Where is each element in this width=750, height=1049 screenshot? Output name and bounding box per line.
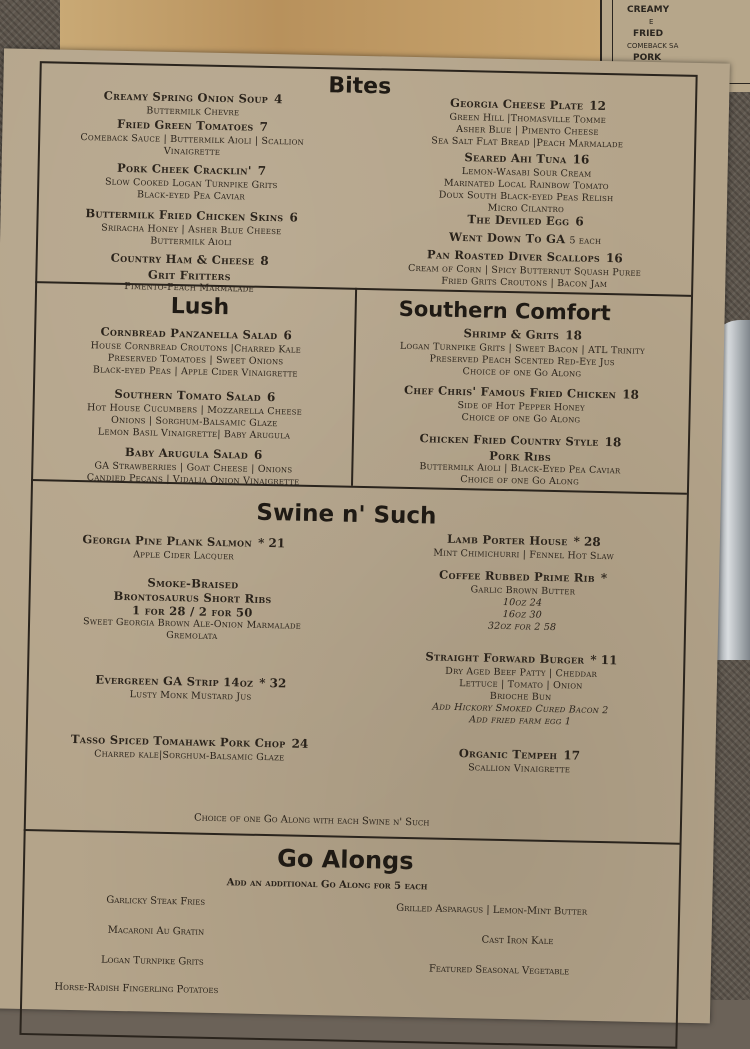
side-item: Horse-Radish Fingerling Potatoes [54,981,219,997]
menu-item: Evergreen GA Strip 14oz * 32 Lusty Monk Mustard Jus [95,672,287,703]
side-item: Featured Seasonal Vegetable [428,963,570,978]
swine-footer-note: Choice of one Go Along with each Swine n' Such [193,812,430,829]
menu-item: Creamy Spring Onion Soup 4 Buttermilk Chevre [103,88,283,119]
side-item: Macaroni Au Gratin [107,924,205,938]
menu-item: Pork Cheek Cracklin' 7 Slow Cooked Logan Turnpike Grits Black-eyed Pea Caviar [104,160,278,203]
section-title-bites: Bites [328,73,392,100]
side-item: Cast Iron Kale [481,934,554,948]
rc-line: CREAMY [627,5,670,15]
section-title-swine-n-such: Swine n' Such [256,499,437,530]
menu-item: Lamb Porter House * 28 Mint Chimichurri | Fennel Hot Slaw [433,531,615,563]
menu-card [0,48,730,1023]
rc-line: E [649,18,654,26]
menu-item: Tasso Spiced Tomahawk Pork Chop 24 Charred kale|Sorghum-Balsamic Glaze [70,731,309,764]
menu-item: Organic Tempeh 17 Scallion Vinaigrette [458,746,581,776]
rc-line: COMEBACK SA [627,42,679,50]
go-alongs-subtitle: Add an additional Go Along for 5 each [226,877,428,893]
side-item: Garlicky Steak Fries [106,894,206,908]
menu-item: The Deviled Egg 6 Went Down To GA 5 each [448,212,602,247]
menu-item: Shrimp & Grits 18 Logan Turnpike Grits | Sweet Bacon | ATL Trinity Preserved Peach Scented Red-Eye Jus Choice of one Go Along [399,326,645,380]
menu-item: Chef Chris' Famous Fried Chicken 18 Side of Hot Pepper Honey Choice of one Go Along [403,382,640,426]
menu-item: Buttermilk Fried Chicken Skins 6 Sriracha Honey | Asher Blue Cheese Buttermilk Aioli [85,206,298,249]
menu-item: Coffee Rubbed Prime Rib * Garlic Brown Butter 10oz 24 16oz 30 32oz for 2 58 [438,567,608,634]
menu-item: Georgia Cheese Plate 12 Green Hill |Thomasville Tomme Asher Blue | Pimento Cheese Sea Salt Flat Bread |Peach Marmalade [431,95,624,151]
section-title-southern-comfort: Southern Comfort [398,296,611,326]
section-title-lush: Lush [170,293,230,321]
side-item: Logan Turnpike Grits [100,954,204,968]
menu-item: Seared Ahi Tuna 16 Lemon-Wasabi Sour Cream Marinated Local Rainbow Tomato Doux South Black-eyed Peas Relish Micro Cilantro [438,150,614,216]
side-item: Grilled Asparagus | Lemon-Mint Butter [396,902,588,918]
menu-item: Cornbread Panzanella Salad 6 House Cornbread Croutons |Charred Kale Preserved Tomatoes | Sweet Onions Black-eyed Peas | Apple Cider Vinaigrette [90,324,302,380]
menu-item: Chicken Fried Country Style 18 Pork Ribs Buttermilk Aioli | Black-Eyed Pea Caviar Choice of one Go Along [419,431,622,488]
menu-item: Southern Tomato Salad 6 Hot House Cucumbers | Mozzarella Cheese Onions | Sorghum-Balsamic Glaze Lemon Basil Vinaigrette| Baby Arugula [86,386,303,442]
menu-item: Country Ham & Cheese 8 Grit Fritters Pimento-Peach Marmalade [110,250,269,295]
menu-item: Smoke-Braised Brontosaurus Short Ribs 1 for 28 / 2 for 50 Sweet Georgia Brown Ale-Onion Marmalade Gremolata [82,575,302,642]
menu-item: Fried Green Tomatoes 7 Comeback Sauce | Buttermilk Aioli | Scallion Vinaigrette [80,116,305,158]
menu-item: Pan Roasted Diver Scallops 16 Cream of Corn | Spicy Butternut Squash Puree Fried Grits Croutons | Bacon Jam [407,247,642,291]
menu-item: Straight Forward Burger * 11 Dry Aged Beef Patty | Cheddar Lettuce | Tomato | Onion Brioche Bun Add Hickory Smoked Cured Bacon 2 Add fried farm egg 1 [425,649,618,728]
rc-line: FRIED [633,29,664,39]
rc-line: PORK [633,53,662,63]
menu-item: Georgia Pine Plank Salmon * 21 Apple Cider Lacquer [82,532,286,563]
menu-item: Baby Arugula Salad 6 GA Strawberries | Goat Cheese | Onions Candied Pecans | Vidalia Onion Vinaigrette [86,445,300,488]
section-title-go-alongs: Go Alongs [276,844,414,876]
